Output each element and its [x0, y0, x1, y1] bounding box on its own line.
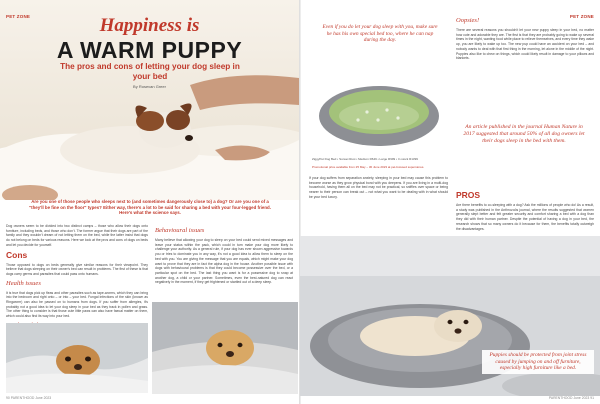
body-paragraph: It is true that dogs pick up fleas and other parasites such as tape-worms, which they can bring into the bedroom and right onto – or into – your bed. Fungal infections of the skin (known as Ringworm) can also be passed on to humans from dogs. If you suffer from allergies, it's probably not a good idea to let your dog sleep in your bed as they track in pollen and grass. The other thing to consider is that those cute little paws can also have faecal matter on them, which could also find its way into your bed.	[6, 290, 148, 319]
headline-kicker: Happiness is	[99, 15, 200, 36]
pull-quote-joint-stress: Puppies should be protected from joint stress caused by jumping on and off furniture, especially high furniture like a bed.	[482, 350, 594, 374]
article-column-pros	[456, 188, 594, 234]
byline: By Rosevan Greer	[133, 84, 166, 89]
body-paragraph: If your dog suffers from separation anxiety, sleeping in your bed may cause this problem to become worse as they grow physical bond with you deepens. If you are living in a multi-dog household, having them all on the bed may not be practical, so sniffles over space or being nearer to their person can break out – not what you want to be dealing with in what should be your bed luxury.	[309, 176, 448, 199]
pull-quote-statistic: An article published in the journal Human Nature in 2017 suggested that around 50% of all dog owners let their dogs sleep in the bed with them.	[463, 124, 585, 145]
dog-on-bed-photo	[152, 302, 298, 394]
puppy-blanket-photo	[6, 323, 148, 393]
product-promo-note: Promotional price available from 25 May – 30 June 2023 at pet-focused superstores.	[312, 165, 425, 169]
article-column-4	[456, 14, 594, 64]
product-caption: ZiggyPet Dog Bed • Sunset Rust • Medium R649 • Large R999 • In stock R1399	[312, 157, 418, 161]
section-heading-behaviour: Behavioural issues	[155, 227, 205, 234]
body-paragraph: Those opposed to dogs on beds generally give similar reasons for their viewpoint. They believe that dogs sleeping on their owner's bed can result in problems. The first of these is that dogs carry germs and parasites that could pass onto humans.	[6, 262, 148, 276]
body-paragraph: There are several reasons you shouldn't let your new puppy sleep in your bed, no matter how cute and adorable they are. The first is that they are probably going to wake up several times in the night, wanting food while place to relieve themselves, and every time they wake up, you are likely to wake up too. The new pup could have an accident on your bed – and nobody wants to deal with that first thing in the morning, let alone in the middle of the night. Puppies also like to chew on things, which could likely result in damage to your pillows and blankets.	[456, 28, 594, 61]
pull-quote-own-bed: Even if you do let your dog sleep with you, make sure he has his own special bed too, where he can nap during the day.	[322, 24, 438, 44]
headline: A WARM PUPPY	[56, 37, 243, 63]
intro-paragraph: Are you one of those people who sleeps next to (and sometimes dangerously close to) a dog? Or are you one of a "they'll be fine on the floor" types? Either way, there's a lot to be said for sharing a bed with your four-legged friend. Here's what the science says.	[29, 199, 271, 216]
body-paragraph: Many believe that allowing your dog to sleep on your bed could send mixed messages and leave your status within the pack, which could in turn make your dog more likely to challenge your authority. As a general rule, if your dog has ever shown aggressive towards you or tries to dominate you in any way, it's not a good idea to allow them to sleep on the bed with you. You are giving the message that you are equals, which might make your dog want to prove that they are in fact the alpha dog in the house. Another possible issue with dogs with behavioural problems is that they could become possessive over the bed, or a particular spot on the bed. The last thing you want is for a possessive dog to snap at another dog, a child or your partner. Sometimes, even the best-natured dog can react negatively in the moment, if they get frightened or startled out of a deep sleep.	[155, 238, 293, 285]
article-column-2	[155, 224, 293, 288]
section-label-left: PET ZONE	[6, 14, 31, 19]
body-paragraph: Dog owners seem to be divided into two distinct camps – those who allow their dogs onto furniture, including beds, and those who don't. The former argue that their dogs are part of the family and they wouldn't dream of not letting them on the bed, while the latter insist that dogs do not belong on beds for various reasons. Here we look at the pros and cons of dogs on beds and let you decide for yourself.	[6, 224, 148, 247]
section-label-right: PET ZONE	[569, 14, 594, 19]
subheadline: The pros and cons of letting your dog sleep in your bed	[60, 62, 240, 81]
section-heading-cons: Cons	[6, 249, 28, 260]
product-photo-dog-bed	[312, 62, 446, 158]
page-footer-right: PARENTHOOD June 2023 91	[548, 396, 594, 400]
section-heading-pros: PROS	[456, 190, 481, 200]
article-column-3	[309, 176, 448, 203]
body-paragraph: Are there benefits to co-sleeping with a dog? Ask the millions of people who do! As a result, a study was published in the Anthrozoös journal, where the results suggested that women generally slept better and felt greater security and comfort sharing a bed with a dog than they did with their human partner. Despite the potential of having a dog in your bed, the research shows that so many owners do it because for them, the benefits totally outweigh the disadvantages.	[456, 203, 594, 231]
page-footer-left: 90 PARENTHOOD June 2023	[6, 396, 52, 400]
section-heading-health: Health issues	[6, 279, 41, 287]
section-heading-oopsies: Oopsies!	[456, 17, 480, 24]
